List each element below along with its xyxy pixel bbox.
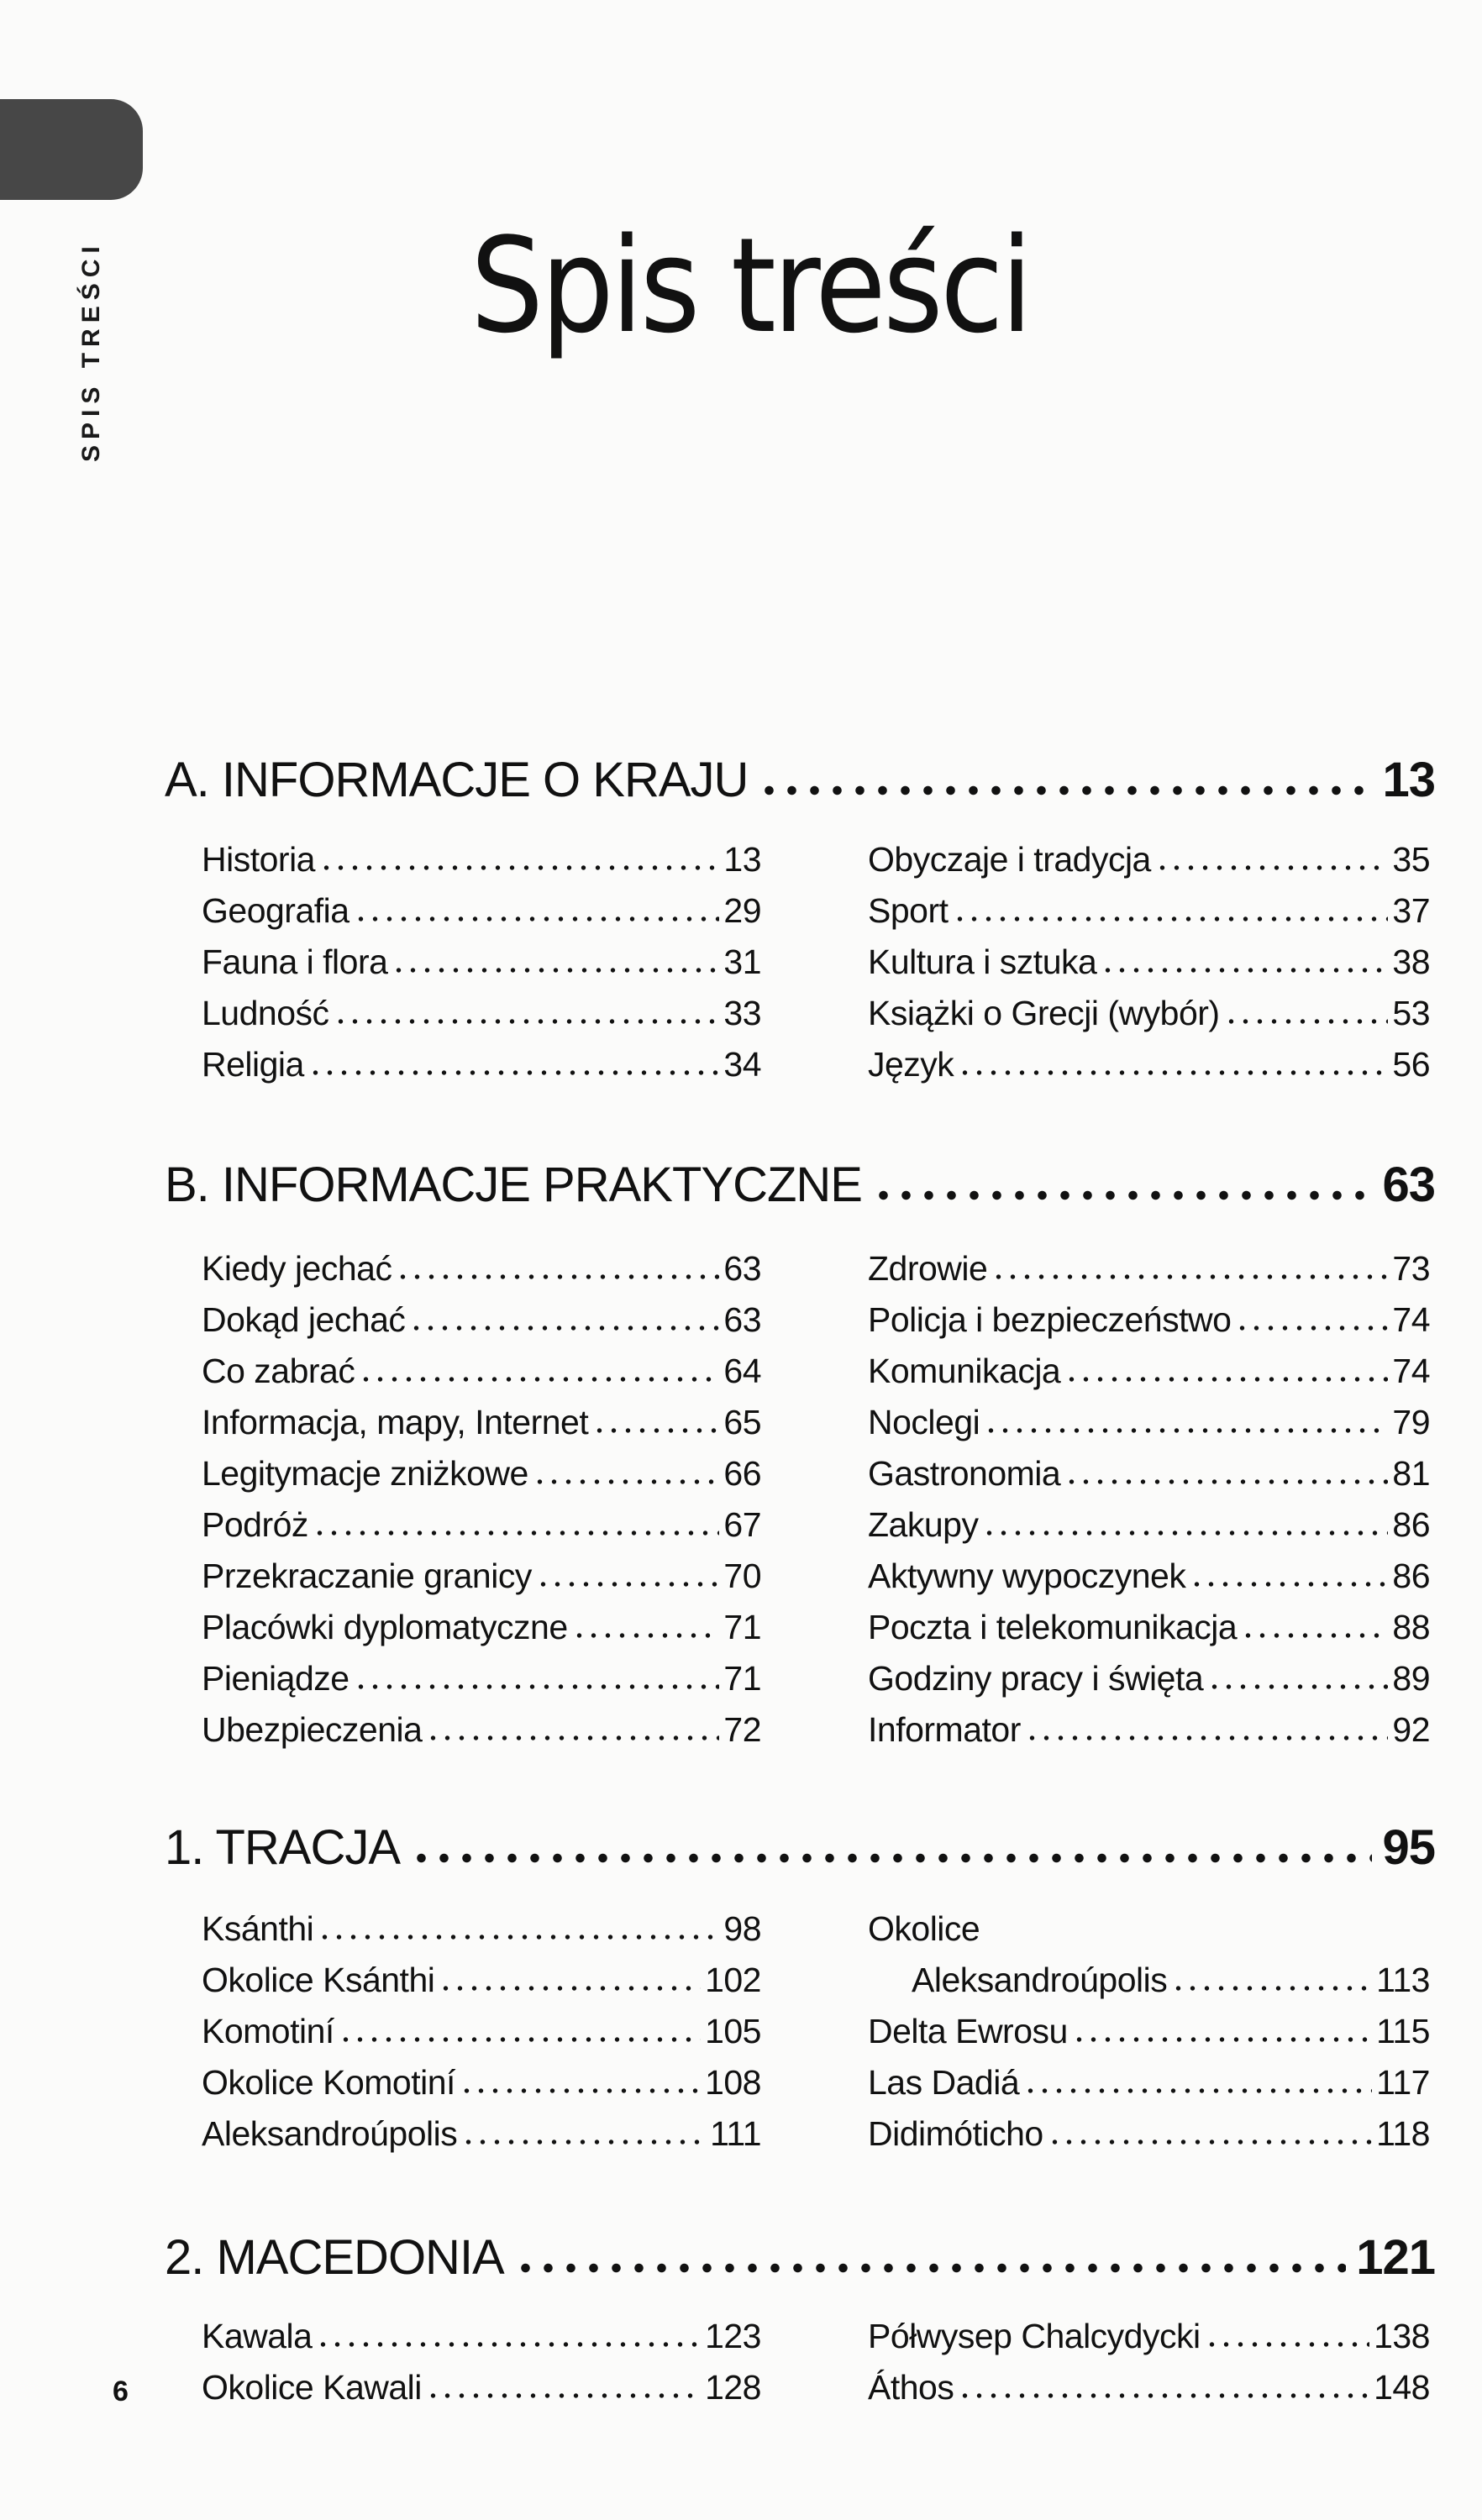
toc-entry[interactable] <box>202 1352 761 1403</box>
dot-leader <box>426 1735 719 1741</box>
entry-page: 88 <box>1392 1608 1430 1646</box>
toc-entry[interactable] <box>202 1557 761 1608</box>
entry-page: 89 <box>1392 1659 1430 1698</box>
toc-entry[interactable] <box>202 1300 761 1352</box>
entry-page: 98 <box>723 1909 761 1948</box>
entry-title: Delta Ewrosu <box>868 2012 1068 2050</box>
entry-title: Fauna i flora <box>202 942 388 981</box>
toc-entry[interactable] <box>868 1608 1430 1659</box>
page-number: 6 <box>113 2376 129 2407</box>
dot-leader <box>1171 1985 1372 1992</box>
dot-leader <box>1235 1325 1388 1331</box>
entry-title: Ubezpieczenia <box>202 1710 423 1749</box>
entry-page: 71 <box>723 1608 761 1646</box>
dot-leader <box>1190 1581 1388 1588</box>
entry-page: 33 <box>723 994 761 1032</box>
entry-title: Dokąd jechać <box>202 1300 406 1339</box>
dot-leader <box>953 916 1389 922</box>
entry-title: Ksánthi <box>202 1909 314 1948</box>
entry-page: 73 <box>1392 1249 1430 1288</box>
entry-title: Godziny pracy i święta <box>868 1659 1204 1698</box>
dot-leader <box>958 2392 1369 2399</box>
toc-entry[interactable] <box>202 1403 761 1454</box>
dot-leader <box>1072 2036 1372 2043</box>
dot-leader <box>1023 2087 1372 2094</box>
toc-entry[interactable] <box>868 1710 1430 1761</box>
toc-entry[interactable] <box>868 1505 1430 1557</box>
section-page: 13 <box>1382 753 1435 807</box>
section-heading <box>165 752 1435 811</box>
dot-leader <box>1048 2139 1372 2145</box>
toc-entry[interactable] <box>202 994 761 1045</box>
toc-entry[interactable] <box>202 2012 761 2063</box>
entry-page: 70 <box>723 1557 761 1595</box>
toc-entry[interactable] <box>202 1454 761 1505</box>
entry-page: 92 <box>1392 1710 1430 1749</box>
dot-leader <box>1155 864 1389 871</box>
toc-entry[interactable] <box>868 840 1430 891</box>
toc-entry[interactable] <box>202 1961 761 2012</box>
entry-page: 13 <box>723 840 761 879</box>
toc-entry[interactable] <box>868 2063 1430 2114</box>
toc-column-right <box>868 1909 1430 2166</box>
toc-entry[interactable] <box>202 2114 761 2166</box>
entry-page: 115 <box>1376 2012 1430 2050</box>
dot-leader <box>354 1683 720 1690</box>
dot-leader <box>984 1427 1388 1434</box>
entry-title: Język <box>868 1045 954 1084</box>
toc-entry[interactable] <box>868 942 1430 994</box>
section-page: 63 <box>1382 1158 1435 1212</box>
entry-title: Didimóticho <box>868 2114 1043 2153</box>
entry-page: 113 <box>1376 1961 1430 1999</box>
entry-page: 74 <box>1392 1352 1430 1390</box>
entry-page: 29 <box>723 891 761 930</box>
entry-page: 81 <box>1392 1454 1430 1493</box>
entry-page: 117 <box>1376 2063 1430 2102</box>
entry-page: 66 <box>723 1454 761 1493</box>
entry-page: 38 <box>1392 942 1430 981</box>
dot-leader <box>1205 2341 1369 2348</box>
entry-title: Okolice Ksánthi <box>202 1961 435 1999</box>
toc-column-right <box>868 1249 1430 1761</box>
section-heading <box>165 1157 1435 1215</box>
entry-title: Komotiní <box>202 2012 334 2050</box>
toc-entry[interactable] <box>202 1710 761 1761</box>
entry-title: Pieniądze <box>202 1659 349 1698</box>
section-page: 121 <box>1356 2230 1435 2285</box>
toc-entry[interactable] <box>868 891 1430 942</box>
entry-page: 79 <box>1392 1403 1430 1441</box>
entry-title: Podróż <box>202 1505 308 1544</box>
entry-page: 148 <box>1374 2368 1430 2407</box>
entry-title: Obyczaje i tradycja <box>868 840 1151 879</box>
toc-entry[interactable] <box>868 2012 1430 2063</box>
toc-entry[interactable] <box>868 1403 1430 1454</box>
entry-title: Kiedy jechać <box>202 1249 392 1288</box>
dot-leader <box>396 1273 719 1280</box>
section-heading <box>165 1819 1435 1878</box>
toc-entry[interactable] <box>868 1249 1430 1300</box>
dot-leader <box>409 1325 719 1331</box>
entry-page: 31 <box>723 942 761 981</box>
dot-leader <box>308 1069 720 1076</box>
toc-column-left <box>202 840 761 1096</box>
entry-page: 64 <box>723 1352 761 1390</box>
dot-leader <box>514 2262 1346 2274</box>
dot-leader <box>758 785 1372 796</box>
dot-leader <box>958 1069 1388 1076</box>
entry-title: Kawala <box>202 2317 313 2355</box>
toc-entry[interactable] <box>202 1909 761 1961</box>
entry-title: Kultura i sztuka <box>868 942 1097 981</box>
dot-leader <box>536 1581 720 1588</box>
dot-leader <box>1224 1018 1389 1025</box>
dot-leader <box>439 1985 701 1992</box>
dot-leader <box>316 2341 701 2348</box>
entry-page: 123 <box>705 2317 761 2355</box>
entry-title: Noclegi <box>868 1403 980 1441</box>
entry-page: 138 <box>1374 2317 1430 2355</box>
entry-page: 37 <box>1392 891 1430 930</box>
entry-page: 71 <box>723 1659 761 1698</box>
toc-entry[interactable] <box>202 1608 761 1659</box>
toc-column-right <box>868 840 1430 1096</box>
entry-title: Ludność <box>202 994 329 1032</box>
entry-page: 65 <box>723 1403 761 1441</box>
dot-leader <box>392 967 719 974</box>
dot-leader <box>426 2392 701 2399</box>
dot-leader <box>410 1852 1372 1864</box>
entry-title: Legitymacje zniżkowe <box>202 1454 528 1493</box>
dot-leader <box>1101 967 1388 974</box>
entry-page: 56 <box>1392 1045 1430 1084</box>
entry-page: 111 <box>710 2114 761 2153</box>
toc-column-left <box>202 1249 761 1761</box>
toc-entry[interactable] <box>868 1961 1430 2012</box>
toc-entry[interactable] <box>202 1249 761 1300</box>
dot-leader <box>460 2087 701 2094</box>
toc-entry[interactable] <box>202 1659 761 1710</box>
toc-entry[interactable] <box>868 1909 1430 1961</box>
entry-page: 35 <box>1392 840 1430 879</box>
toc-entry[interactable] <box>868 994 1430 1045</box>
dot-leader <box>533 1478 720 1485</box>
entry-title: Gastronomia <box>868 1454 1061 1493</box>
entry-title: Las Dadiá <box>868 2063 1020 2102</box>
dot-leader <box>592 1427 719 1434</box>
entry-title: Sport <box>868 891 949 930</box>
entry-page: 72 <box>723 1710 761 1749</box>
toc-column-left <box>202 2317 761 2419</box>
section-heading <box>165 2229 1435 2288</box>
entry-title: Placówki dyplomatyczne <box>202 1608 568 1646</box>
side-tab-marker <box>0 99 143 200</box>
dot-leader <box>319 864 719 871</box>
entry-title: Historia <box>202 840 315 879</box>
section-title: 1. TRACJA <box>165 1820 401 1875</box>
entry-page: 86 <box>1392 1557 1430 1595</box>
entry-title: Áthos <box>868 2368 954 2407</box>
entry-title: Geografia <box>202 891 349 930</box>
section-title: B. INFORMACJE PRAKTYCZNE <box>165 1158 862 1212</box>
entry-title: Aleksandroúpolis <box>912 1961 1168 1999</box>
dot-leader <box>1241 1632 1388 1639</box>
section-title: A. INFORMACJE O KRAJU <box>165 753 749 807</box>
toc-entry[interactable] <box>868 1045 1430 1096</box>
toc-entry[interactable] <box>202 891 761 942</box>
toc-entry[interactable] <box>202 2317 761 2368</box>
toc-entry[interactable] <box>868 2317 1430 2368</box>
entry-title: Zakupy <box>868 1505 979 1544</box>
entry-page: 34 <box>723 1045 761 1084</box>
toc-entry[interactable] <box>868 1352 1430 1403</box>
dot-leader <box>982 1530 1388 1536</box>
entry-page: 105 <box>705 2012 761 2050</box>
dot-leader <box>313 1530 719 1536</box>
entry-title: Zdrowie <box>868 1249 988 1288</box>
toc-column-right <box>868 2317 1430 2419</box>
entry-page: 118 <box>1376 2114 1430 2153</box>
dot-leader <box>339 2036 701 2043</box>
dot-leader <box>1064 1376 1388 1383</box>
section-title: 2. MACEDONIA <box>165 2230 504 2285</box>
dot-leader <box>1207 1683 1388 1690</box>
dot-leader <box>572 1632 720 1639</box>
entry-page: 128 <box>705 2368 761 2407</box>
toc-entry[interactable] <box>202 840 761 891</box>
entry-page: 67 <box>723 1505 761 1544</box>
entry-title: Aleksandroúpolis <box>202 2114 458 2153</box>
toc-entry[interactable] <box>868 1557 1430 1608</box>
toc-column-left <box>202 1909 761 2166</box>
section-page: 95 <box>1382 1820 1435 1875</box>
dot-leader <box>318 1934 719 1940</box>
toc-entry[interactable] <box>868 2368 1430 2419</box>
toc-entry[interactable] <box>868 1659 1430 1710</box>
toc-entry[interactable] <box>202 2063 761 2114</box>
entry-title: Co zabrać <box>202 1352 355 1390</box>
entry-title: Okolice Kawali <box>202 2368 422 2407</box>
dot-leader <box>354 916 720 922</box>
dot-leader <box>334 1018 720 1025</box>
entry-title: Okolice Komotiní <box>202 2063 455 2102</box>
toc-entry[interactable] <box>202 1045 761 1096</box>
dot-leader <box>872 1189 1373 1201</box>
entry-title: Religia <box>202 1045 304 1084</box>
entry-page: 86 <box>1392 1505 1430 1544</box>
dot-leader <box>1025 1735 1389 1741</box>
entry-title: Półwysep Chalcydycki <box>868 2317 1201 2355</box>
toc-entry[interactable] <box>202 2368 761 2419</box>
dot-leader <box>359 1376 719 1383</box>
entry-title: Poczta i telekomunikacja <box>868 1608 1238 1646</box>
entry-title: Przekraczanie granicy <box>202 1557 532 1595</box>
entry-page: 108 <box>705 2063 761 2102</box>
toc-entry[interactable] <box>202 942 761 994</box>
dot-leader <box>1064 1478 1388 1485</box>
entry-page: 63 <box>723 1300 761 1339</box>
entry-title: Książki o Grecji (wybór) <box>868 994 1220 1032</box>
page-title: Spis treści <box>470 209 1030 362</box>
toc-entry[interactable] <box>868 1454 1430 1505</box>
entry-title: Aktywny wypoczynek <box>868 1557 1186 1595</box>
entry-title: Policja i bezpieczeństwo <box>868 1300 1232 1339</box>
entry-title: Informator <box>868 1710 1021 1749</box>
toc-entry[interactable] <box>202 1505 761 1557</box>
toc-entry[interactable] <box>868 1300 1430 1352</box>
entry-title: Komunikacja <box>868 1352 1061 1390</box>
entry-page: 53 <box>1392 994 1430 1032</box>
entry-title: Okolice <box>868 1909 980 1948</box>
entry-page: 74 <box>1392 1300 1430 1339</box>
toc-entry[interactable] <box>868 2114 1430 2166</box>
side-label: SPIS TREŚCI <box>77 240 105 462</box>
entry-title: Informacja, mapy, Internet <box>202 1403 589 1441</box>
dot-leader <box>461 2139 706 2145</box>
dot-leader <box>991 1273 1388 1280</box>
entry-page: 102 <box>705 1961 761 1999</box>
entry-page: 63 <box>723 1249 761 1288</box>
